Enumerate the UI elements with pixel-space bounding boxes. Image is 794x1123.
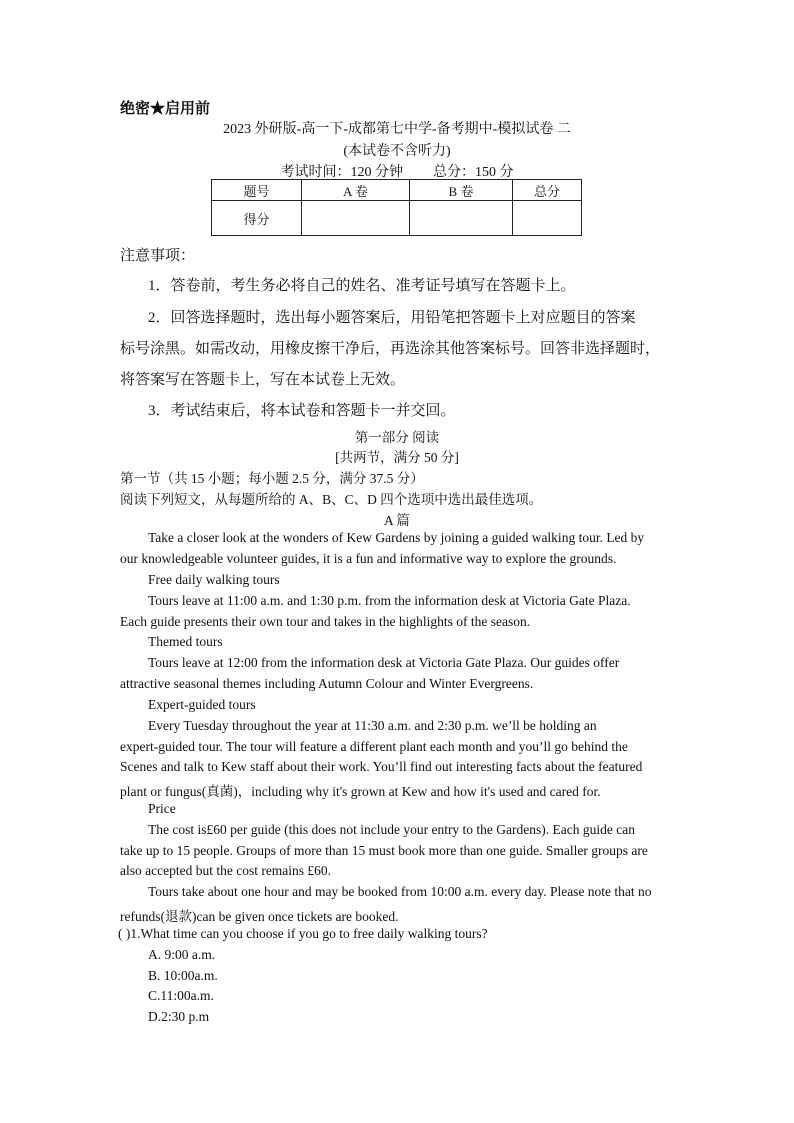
score-table-header: 总分 bbox=[513, 180, 582, 201]
notes-heading: 注意事项： bbox=[120, 248, 196, 264]
score-table-header: B 卷 bbox=[410, 180, 513, 201]
passage-line: Tours leave at 12:00 from the information desk at Victoria Gate Plaza. Our guides offer bbox=[148, 655, 620, 670]
passage-line: refunds(退款)can be given once tickets are booked. bbox=[120, 909, 399, 924]
option-c[interactable]: C.11:00a.m. bbox=[148, 988, 214, 1003]
passage-line: Tours take about one hour and may be booked from 10:00 a.m. every day. Please note that no bbox=[148, 884, 652, 899]
score-cell[interactable] bbox=[410, 201, 513, 236]
exam-time: 考试时间：120 分钟 bbox=[280, 165, 403, 180]
score-row-label: 得分 bbox=[212, 201, 302, 236]
passage-line: Scenes and talk to Kew staff about their work. You’ll find out interesting facts about the featured bbox=[120, 759, 643, 774]
exam-info bbox=[0, 161, 794, 181]
passage-line: The cost is£60 per guide (this does not include your entry to the Gardens). Each guide can bbox=[148, 822, 635, 837]
passage-line: Take a closer look at the wonders of Kew Gardens by joining a guided walking tour. Led by bbox=[148, 530, 645, 545]
total-score: 总分：150 分 bbox=[433, 165, 514, 180]
note-2-line-3: 将答案写在答题卡上，写在本试卷上无效。 bbox=[120, 372, 406, 388]
passage-line: Every Tuesday throughout the year at 11:30 a.m. and 2:30 p.m. we’ll be holding an bbox=[148, 718, 597, 733]
passage-subheading: Price bbox=[148, 801, 176, 816]
secret-label: 绝密★启用前 bbox=[120, 101, 211, 117]
score-table-header: A 卷 bbox=[302, 180, 410, 201]
passage-line: Tours leave at 11:00 a.m. and 1:30 p.m. from the information desk at Victoria Gate Plaza. bbox=[148, 593, 631, 608]
score-cell[interactable] bbox=[513, 201, 582, 236]
note-2-line-2: 标号涂黑。如需改动，用橡皮擦干净后，再选涂其他答案标号。回答非选择题时， bbox=[120, 341, 661, 357]
passage-line: expert-guided tour. The tour will feature a different plant each month and you’ll go behind the bbox=[120, 739, 628, 754]
passage-line: attractive seasonal themes including Autumn Colour and Winter Evergreens. bbox=[120, 676, 534, 691]
score-table bbox=[211, 179, 582, 236]
section-instruction: 阅读下列短文，从每题所给的 A、B、C、D 四个选项中选出最佳选项。 bbox=[120, 492, 543, 507]
note-2-line-1: 2．回答选择题时，选出每小题答案后，用铅笔把答题卡上对应题目的答案 bbox=[148, 310, 636, 326]
section-heading: 第一节（共 15 小题；每小题 2.5 分，满分 37.5 分） bbox=[120, 471, 424, 486]
passage-line: our knowledgeable volunteer guides, it is a fun and informative way to explore the grounds. bbox=[120, 551, 617, 566]
note-1: 1．答卷前，考生务必将自己的姓名、准考证号填写在答题卡上。 bbox=[148, 278, 576, 294]
note-3: 3．考试结束后，将本试卷和答题卡一并交回。 bbox=[148, 403, 456, 419]
passage-line: also accepted but the cost remains £60. bbox=[120, 863, 332, 878]
score-table-header: 题号 bbox=[212, 180, 302, 201]
passage-subheading: Free daily walking tours bbox=[148, 572, 280, 587]
passage-label: A 篇 bbox=[384, 513, 410, 528]
option-a[interactable]: A. 9:00 a.m. bbox=[148, 947, 216, 962]
passage-line: take up to 15 people. Groups of more than 15 must book more than one guide. Smaller groups are bbox=[120, 843, 648, 858]
option-d[interactable]: D.2:30 p.m bbox=[148, 1009, 210, 1024]
exam-title: 2023 外研版-高一下-成都第七中学-备考期中-模拟试卷 二 bbox=[223, 122, 571, 137]
exam-subtitle: (本试卷不含听力) bbox=[343, 144, 451, 159]
question-stem: ( )1.What time can you choose if you go to free daily walking tours? bbox=[118, 926, 488, 941]
part-subtitle: [共两节，满分 50 分] bbox=[335, 450, 459, 465]
passage-line: Each guide presents their own tour and takes in the highlights of the season. bbox=[120, 614, 531, 629]
part-title: 第一部分 阅读 bbox=[354, 430, 440, 445]
passage-subheading: Expert-guided tours bbox=[148, 697, 256, 712]
passage-line: plant or fungus(真菌)，including why it's grown at Kew and how it's used and cared for. bbox=[120, 784, 601, 799]
passage-subheading: Themed tours bbox=[148, 634, 223, 649]
score-cell[interactable] bbox=[302, 201, 410, 236]
option-b[interactable]: B. 10:00a.m. bbox=[148, 968, 218, 983]
